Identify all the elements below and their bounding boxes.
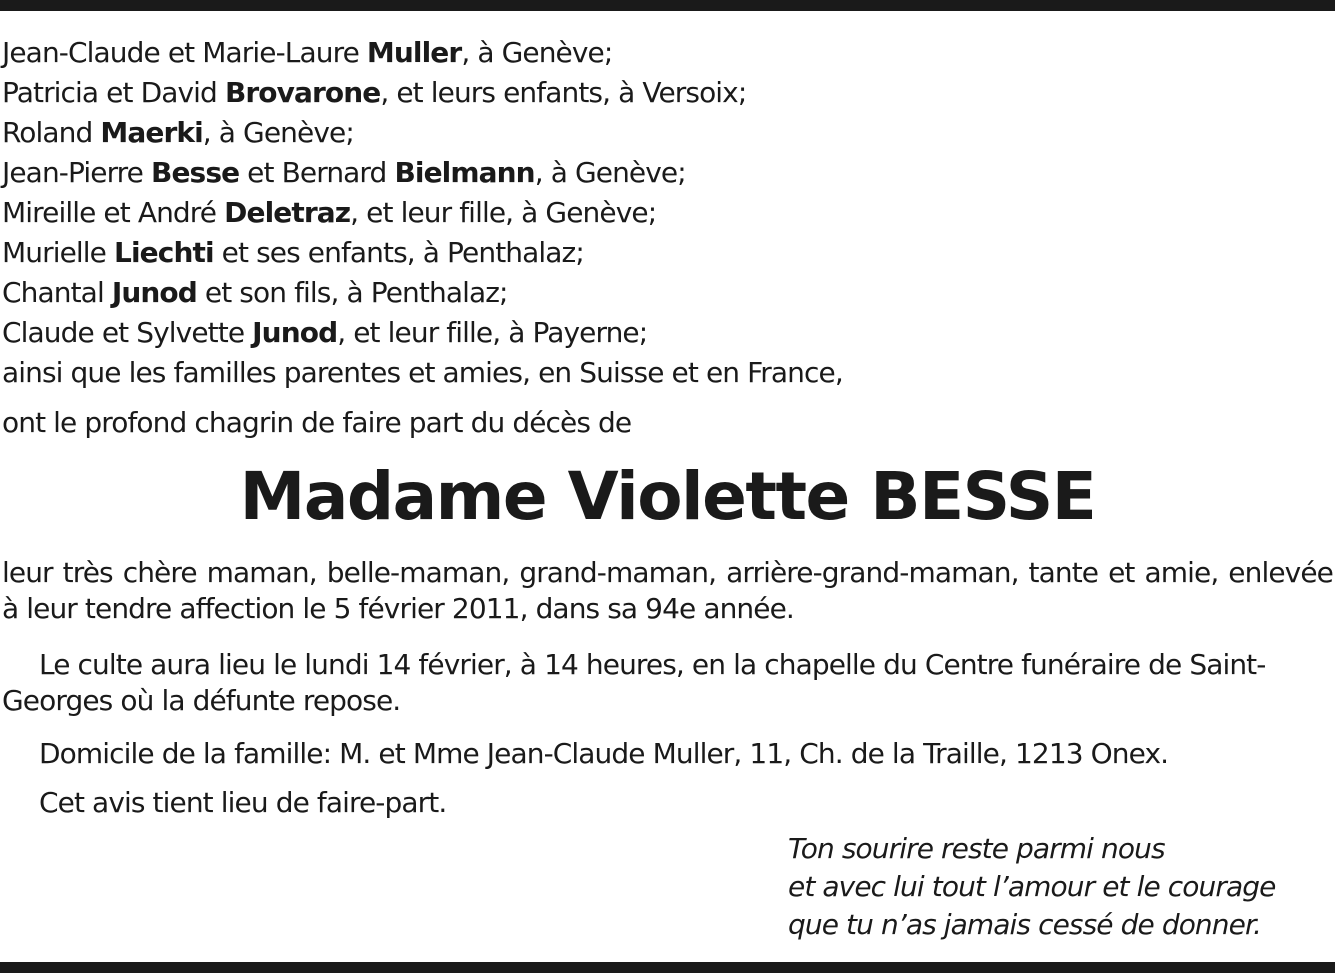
family-text: et Bernard xyxy=(239,156,395,189)
service-paragraph: Le culte aura lieu le lundi 14 février, à 14 heures, en la chapelle du Centre funéraire de Saint-Georges où la défunte repose. xyxy=(2,648,1266,717)
family-line xyxy=(2,233,1322,273)
family-surname: Junod xyxy=(111,276,197,309)
family-surname: Junod xyxy=(252,316,338,349)
family-surname: Maerki xyxy=(100,116,203,149)
family-surname: Muller xyxy=(366,36,462,69)
poem-line: que tu n’as jamais cessé de donner. xyxy=(788,908,1261,941)
deceased-name: Madame Violette BESSE xyxy=(239,458,1096,535)
family-text: , et leurs enfants, à Versoix; xyxy=(380,76,747,109)
family-text: , à Genève; xyxy=(461,36,613,69)
family-text: , et leur fille, à Payerne; xyxy=(337,316,648,349)
bottom-border-rule xyxy=(0,962,1335,973)
family-surname: Liechti xyxy=(114,236,214,269)
family-line xyxy=(2,313,1322,353)
family-text: Murielle xyxy=(2,236,115,269)
poem xyxy=(788,830,1275,944)
announcement-intro: ont le profond chagrin de faire part du décès de xyxy=(2,406,632,439)
family-text: Chantal xyxy=(2,276,112,309)
family-text: , à Genève; xyxy=(202,116,354,149)
family-line xyxy=(2,153,1322,193)
family-text: Patricia et David xyxy=(2,76,225,109)
family-text: Jean-Pierre xyxy=(2,156,152,189)
family-line xyxy=(2,273,1322,313)
top-border-rule xyxy=(0,0,1335,11)
family-line xyxy=(2,113,1322,153)
family-text: Claude et Sylvette xyxy=(2,316,253,349)
family-surname: Bielmann xyxy=(394,156,535,189)
family-list xyxy=(2,33,1322,393)
family-surname: Besse xyxy=(151,156,240,189)
family-text: et ses enfants, à Penthalaz; xyxy=(213,236,584,269)
family-surname: Brovarone xyxy=(224,76,381,109)
poem-line: Ton sourire reste parmi nous xyxy=(788,832,1165,865)
family-surname: Deletraz xyxy=(224,196,351,229)
description-paragraph: leur très chère maman, belle-maman, grand-maman, arrière-grand-maman, tante et amie, enlevée à leur tendre affection le 5 février 2011, dans sa 94e année. xyxy=(2,556,1333,625)
family-line xyxy=(2,193,1322,233)
family-line xyxy=(2,33,1322,73)
family-text: Mireille et André xyxy=(2,196,225,229)
domicile-paragraph: Domicile de la famille: M. et Mme Jean-Claude Muller, 11, Ch. de la Traille, 1213 Onex. xyxy=(39,737,1169,770)
family-line xyxy=(2,353,1322,393)
poem-line: et avec lui tout l’amour et le courage xyxy=(788,870,1276,903)
family-text: , et leur fille, à Genève; xyxy=(350,196,657,229)
family-text: et son fils, à Penthalaz; xyxy=(196,276,508,309)
family-text: Roland xyxy=(2,116,101,149)
family-line xyxy=(2,73,1322,113)
notice-paragraph: Cet avis tient lieu de faire-part. xyxy=(39,786,447,819)
family-text: ainsi que les familles parentes et amies, en Suisse et en France, xyxy=(2,356,843,389)
family-text: , à Genève; xyxy=(534,156,686,189)
family-text: Jean-Claude et Marie-Laure xyxy=(2,36,367,69)
